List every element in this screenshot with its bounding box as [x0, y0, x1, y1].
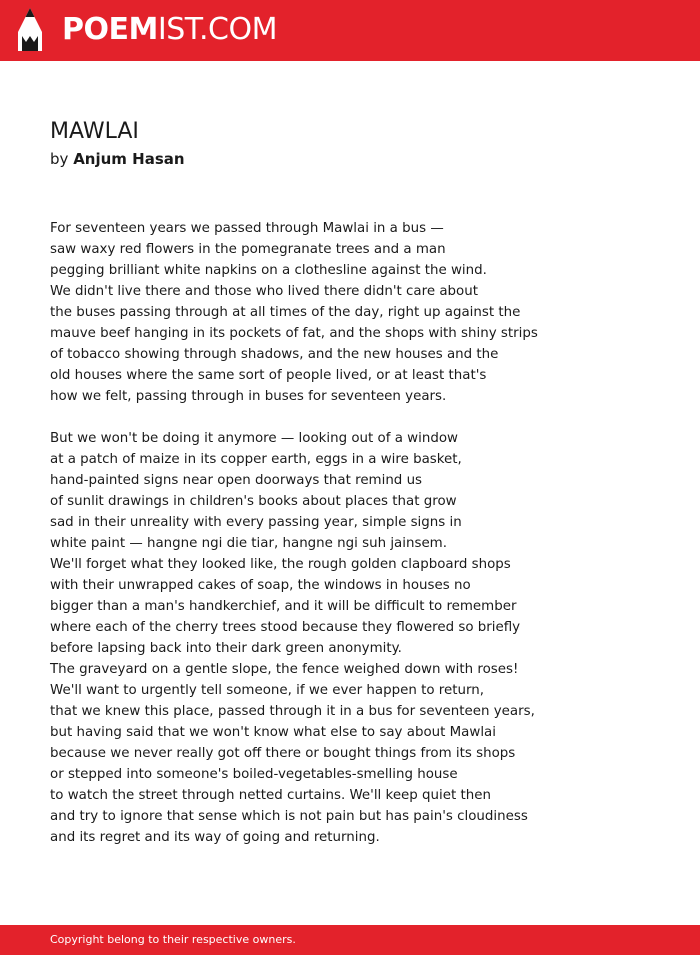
poem-line: of sunlit drawings in children's books about places that grow: [50, 494, 457, 509]
poem-line: of tobacco showing through shadows, and the new houses and the: [50, 347, 499, 362]
poem-line: We didn't live there and those who lived there didn't care about: [50, 284, 478, 299]
poem-line: at a patch of maize in its copper earth, eggs in a wire basket,: [50, 452, 462, 467]
poem-line: the buses passing through at all times of the day, right up against the: [50, 305, 521, 320]
site-logo-link[interactable]: [62, 10, 277, 50]
poem-line: saw waxy red flowers in the pomegranate trees and a man: [50, 242, 446, 257]
poem-line: But we won't be doing it anymore — looking out of a window: [50, 431, 458, 446]
poem-line: bigger than a man's handkerchief, and it will be difficult to remember: [50, 599, 517, 614]
poem-line: white paint — hangne ngi die tiar, hangne ngi suh jainsem.: [50, 536, 447, 551]
poem-line: The graveyard on a gentle slope, the fence weighed down with roses!: [50, 662, 519, 677]
pencil-logo-icon[interactable]: [18, 8, 42, 51]
poem-line: where each of the cherry trees stood because they flowered so briefly: [50, 620, 521, 635]
poem-line: but having said that we won't know what else to say about Mawlai: [50, 725, 496, 740]
poem-line: sad in their unreality with every passing year, simple signs in: [50, 515, 462, 530]
poem-line: and try to ignore that sense which is not pain but has pain's cloudiness: [50, 809, 528, 824]
poem-stanza: [50, 428, 670, 848]
copyright-notice: Copyright belong to their respective owners.: [50, 933, 296, 946]
poem-title: MAWLAI: [50, 119, 139, 144]
poem-body: [50, 218, 670, 848]
logo-light-text: IST.COM: [157, 12, 277, 47]
poem-stanza: [50, 218, 670, 407]
by-label: by: [50, 150, 69, 168]
site-header: [0, 0, 700, 61]
poem-line: We'll want to urgently tell someone, if we ever happen to return,: [50, 683, 484, 698]
poem-line: how we felt, passing through in buses for seventeen years.: [50, 389, 447, 404]
poem-line: old houses where the same sort of people lived, or at least that's: [50, 368, 487, 383]
poem-line: with their unwrapped cakes of soap, the windows in houses no: [50, 578, 471, 593]
author-name: Anjum Hasan: [73, 150, 185, 168]
poem-line: For seventeen years we passed through Mawlai in a bus —: [50, 221, 444, 236]
poem-line: before lapsing back into their dark green anonymity.: [50, 641, 402, 656]
byline: [50, 148, 185, 170]
poem-line: We'll forget what they looked like, the rough golden clapboard shops: [50, 557, 511, 572]
poem-line: that we knew this place, passed through it in a bus for seventeen years,: [50, 704, 535, 719]
poem-line: pegging brilliant white napkins on a clothesline against the wind.: [50, 263, 487, 278]
site-footer: [0, 925, 700, 955]
poem-line: hand-painted signs near open doorways that remind us: [50, 473, 423, 488]
poem-line: and its regret and its way of going and returning.: [50, 830, 380, 845]
poem-line: because we never really got off there or bought things from its shops: [50, 746, 516, 761]
poem-line: or stepped into someone's boiled-vegetables-smelling house: [50, 767, 458, 782]
logo-bold-text: POEM: [62, 12, 158, 47]
poem-line: mauve beef hanging in its pockets of fat, and the shops with shiny strips: [50, 326, 538, 341]
poem-line: to watch the street through netted curtains. We'll keep quiet then: [50, 788, 491, 803]
